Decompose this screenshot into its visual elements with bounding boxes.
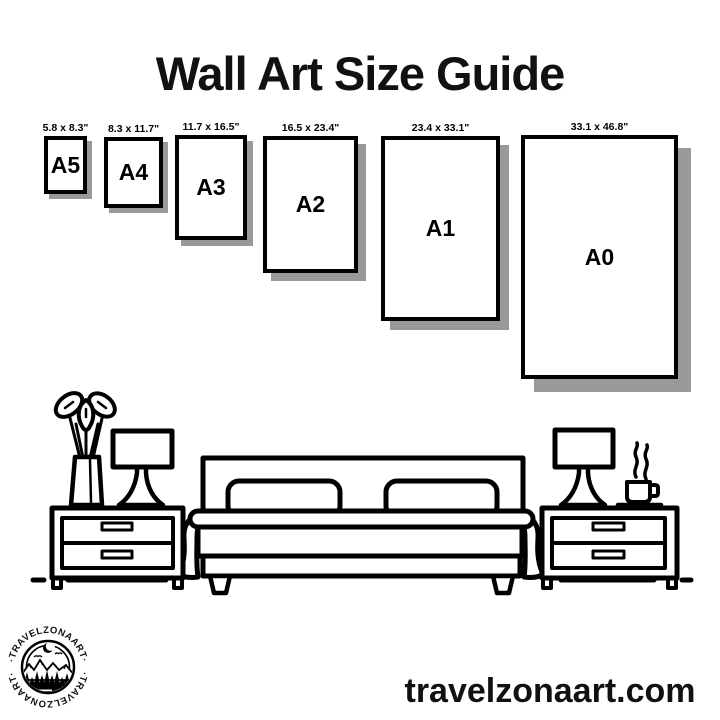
size-code-label: A5	[50, 151, 81, 178]
website-url: travelzonaart.com	[404, 672, 696, 710]
size-frame-a2	[263, 122, 358, 273]
size-code-label: A1	[425, 215, 456, 241]
size-code-label: A3	[196, 174, 226, 200]
size-frame-a4	[104, 123, 163, 208]
logo-ring-text-top: ·TRAVELZONAART·	[6, 624, 90, 664]
bedroom-illustration	[0, 380, 720, 605]
size-dimensions-label: 16.5 x 23.4"	[281, 122, 340, 134]
brand-logo	[6, 623, 91, 713]
lamp-base	[119, 467, 163, 505]
lamp-shade	[555, 430, 613, 467]
bed-leg-right	[493, 576, 513, 593]
page-title: Wall Art Size Guide	[155, 47, 565, 100]
double-bed-icon	[179, 458, 543, 593]
size-code-label: A0	[584, 243, 615, 270]
vase-edge	[90, 460, 91, 502]
size-dimensions-label: 5.8 x 8.3"	[42, 122, 89, 134]
vase-body	[71, 457, 102, 505]
bed-base	[203, 556, 520, 576]
size-dimensions-label: 23.4 x 33.1"	[411, 122, 470, 134]
size-dimensions-label: 8.3 x 11.7"	[107, 123, 160, 135]
size-dimensions-label: 33.1 x 46.8"	[570, 121, 629, 133]
coffee-cup-icon	[618, 443, 661, 505]
table-lamp-right-icon	[555, 430, 613, 505]
lamp-base	[561, 467, 605, 505]
nightstand-right-icon	[542, 508, 677, 588]
size-dimensions-label: 11.7 x 16.5"	[182, 121, 240, 133]
lamp-shade	[113, 431, 172, 467]
size-frame-a0	[521, 121, 678, 379]
logo-ring-text-bottom: ·TRAVELZONAART·	[6, 670, 90, 710]
size-frame-a3	[175, 121, 247, 240]
size-frame-a1	[381, 122, 500, 321]
nightstand-left-icon	[52, 508, 183, 588]
birds-icon	[34, 656, 42, 657]
table-lamp-left-icon	[113, 431, 172, 505]
size-code-label: A4	[118, 159, 149, 185]
birds-icon	[55, 653, 62, 654]
cup-body	[627, 482, 650, 502]
steam-icon	[645, 445, 648, 479]
steam-icon	[635, 443, 638, 477]
size-code-label: A2	[295, 191, 326, 217]
size-frame-a5	[42, 122, 89, 194]
bed-leg-left	[210, 576, 230, 593]
vase-with-leaves-icon	[51, 388, 119, 505]
duvet-front	[198, 527, 522, 556]
